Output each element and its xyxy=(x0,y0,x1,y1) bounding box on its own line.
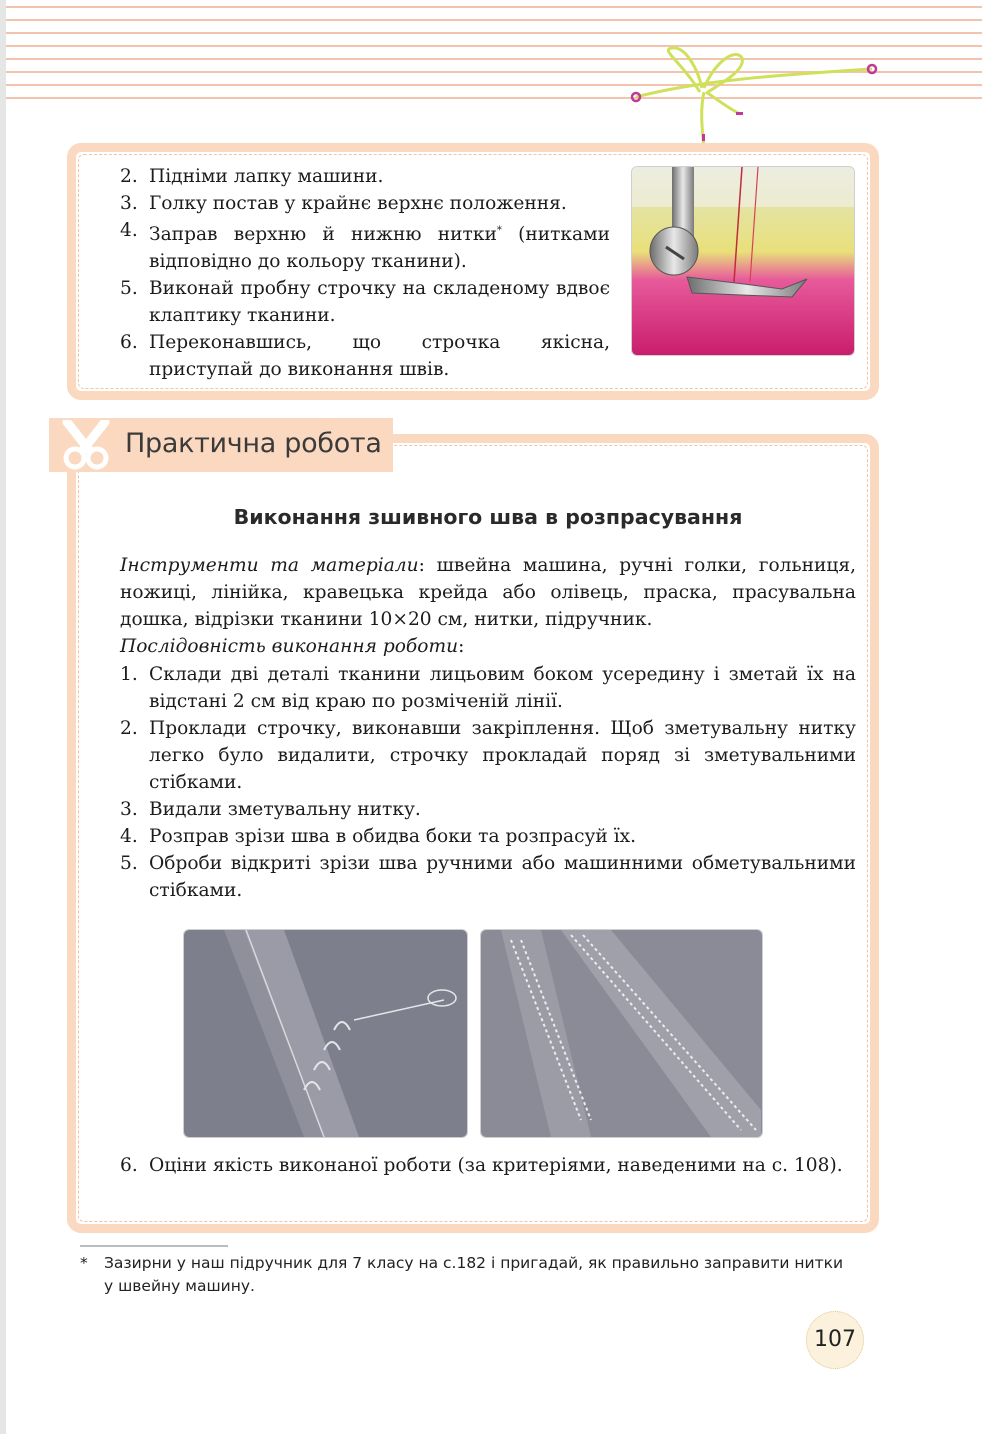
footnote-marker: * xyxy=(496,225,502,236)
list-item: 2. Проклади строчку, виконавши закріплення. Щоб зметувальну нитку легко було видалити, строчку прокладай поряд зі зметувальними стібками. xyxy=(120,718,856,793)
list-item: 3. Видали зметувальну нитку. xyxy=(120,799,421,820)
list-item: 2. Підніми лапку машини. xyxy=(120,166,384,187)
page-number: 107 xyxy=(806,1311,864,1369)
list-item: 1. Склади дві деталі тканини лицьовим боком усередину і зметай їх на відстані 2 см від краю по розміченій лінії. xyxy=(120,664,856,712)
tools-text: : швейна машина, ручні голки, гольниця, ножиці, лінійка, кравецька крейда або олівець, праска, прасувальна дошка, відрізки тканини 10×20 см, нитки, підручник. xyxy=(120,555,857,630)
ribbon-bow-icon xyxy=(620,40,890,155)
page-edge xyxy=(0,0,6,1434)
hand-overcast-seam-photo xyxy=(183,929,468,1138)
steps-list-top xyxy=(120,163,610,383)
section-heading: Практична робота xyxy=(125,428,382,459)
list-item: 5. Оброби відкриті зрізи шва ручними або машинними обметувальними стібками. xyxy=(120,853,856,901)
practical-work-heading xyxy=(49,418,393,472)
final-step xyxy=(120,1152,856,1179)
list-item: 6. Оціни якість виконаної роботи (за критеріями, наведеними на с. 108). xyxy=(120,1155,843,1176)
materials-paragraph: Інструменти та матеріали: швейна машина, ручні голки, гольниця, ножиці, лінійка, кравецька крейда або олівець, праска, прасувальна дошка, відрізки тканини 10×20 см, нитки, підручник. Послідовність виконання роботи: xyxy=(120,555,857,657)
list-item: 5. Виконай пробну строчку на складеному вдвоє клаптику тканини. xyxy=(120,278,610,327)
list-item: 4. Розправ зрізи шва в обидва боки та розпрасуй їх. xyxy=(120,826,637,847)
tools-label: Інструменти та матеріали xyxy=(120,555,419,576)
footnote-divider xyxy=(80,1245,228,1247)
sequence-label: Послідовність виконання роботи xyxy=(120,636,459,657)
list-item: 6. Переконавшись, що строчка якісна, приступай до виконання швів. xyxy=(120,332,610,381)
list-item: 3. Голку постав у крайнє верхнє положення. xyxy=(120,193,567,214)
work-title: Виконання зшивного шва в розпрасування xyxy=(233,505,743,529)
sewing-machine-photo xyxy=(631,166,855,356)
list-item: 4. Заправ верхню й нижню нитки* (нитками відповідно до кольору тканини). xyxy=(120,220,610,273)
steps-list xyxy=(120,661,856,904)
scissors-icon xyxy=(57,420,115,472)
machine-overlock-seam-photo xyxy=(480,929,763,1138)
